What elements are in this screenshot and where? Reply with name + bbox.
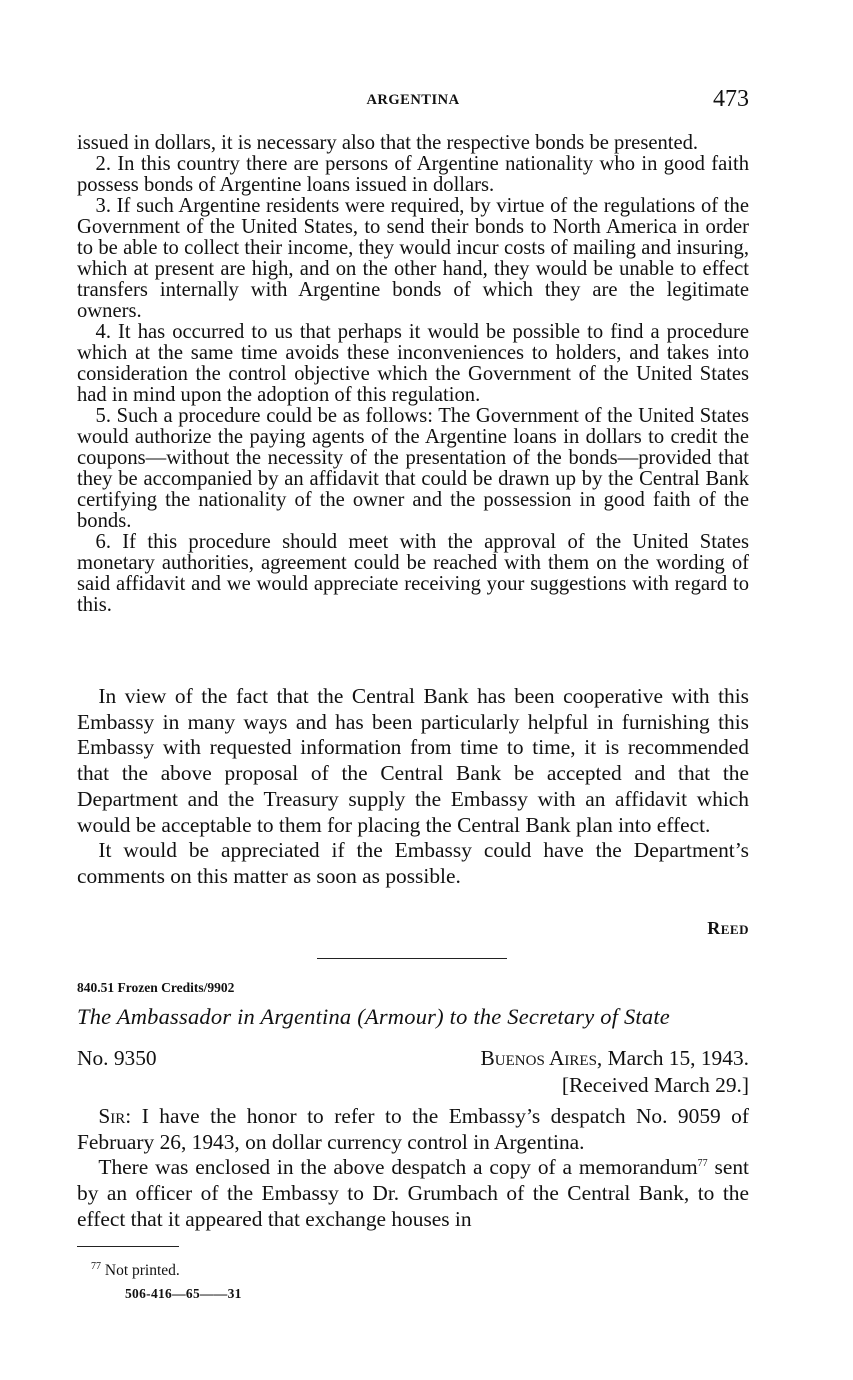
footnote-divider [77, 1246, 179, 1247]
place: Buenos Aires [480, 1046, 597, 1070]
letter-paragraph: There was enclosed in the above despatch a copy of a memorandum$^{77}$ sent by an officer of the Embassy to Dr. Grumbach of the Central Bank, to the effect that it appeared that exchange houses in [77, 1155, 749, 1231]
quote-paragraph: 4. It has occurred to us that perhaps it would be possible to find a procedure which at the same time avoids these inconveniences to holders, and takes into consideration the control objective which the Government of the United States had in mind upon the adoption of this regulation. [77, 321, 749, 406]
quoted-memorandum [77, 133, 749, 616]
despatch-body [77, 684, 749, 890]
footnote-reference: 77 [697, 1158, 708, 1170]
quote-paragraph: 3. If such Argentine residents were required, by virtue of the regulations of the Government of the United States, to send their bonds to North America in order to be able to collect their income, they would incur costs of mailing and insuring, which at present are high, and on the other hand, they would be unable to effect transfers internally with Argentine bonds of which they are the legitimate owners. [77, 195, 749, 322]
letter-body [77, 1104, 749, 1233]
printer-line: 506-416—65——31 [125, 1286, 242, 1301]
quote-paragraph: 5. Such a procedure could be as follows: The Government of the United States would authorize the paying agents of the Argentine loans in dollars to credit the coupons—without the necessity of the presentation of the bonds—provided that they be accompanied by an affidavit that could be drawn up by the Central Bank certifying the nationality of the owner and the possession in good faith of the bonds. [77, 405, 749, 532]
salutation: Sir [98, 1104, 126, 1128]
quote-paragraph: 6. If this procedure should meet with the approval of the United States monetary authorities, agreement could be reached with them on the wording of said affidavit and we would appreciate receiving your suggestions with regard to this. [77, 531, 749, 616]
footnote-number: 77 [91, 1260, 101, 1272]
despatch-number: No. 9350 [77, 1046, 157, 1070]
file-number: 840.51 Frozen Credits/9902 [77, 980, 235, 995]
quote-paragraph: 2. In this country there are persons of Argentine nationality who in good faith possess bonds of Argentine loans issued in dollars. [77, 153, 749, 196]
letter-paragraph: Sir: I have the honor to refer to the Embassy’s despatch No. 9059 of February 26, 1943, on dollar currency control in Argentina. [77, 1104, 749, 1154]
quote-paragraph: issued in dollars, it is necessary also that the respective bonds be presented. [77, 132, 699, 154]
running-header [77, 88, 749, 118]
document-heading: The Ambassador in Argentina (Armour) to the Secretary of State [77, 1004, 670, 1029]
body-paragraph: It would be appreciated if the Embassy could have the Department’s comments on this matter as soon as possible. [77, 838, 749, 888]
section-divider [317, 958, 507, 959]
place-date [481, 1046, 749, 1071]
page-number: 473 [713, 86, 749, 112]
signature: Reed [707, 918, 749, 938]
running-title: ARGENTINA [366, 92, 460, 108]
footnote [91, 1262, 180, 1280]
received-date: [Received March 29.] [561, 1073, 749, 1097]
body-paragraph: In view of the fact that the Central Bank has been cooperative with this Embassy in many ways and has been particularly helpful in furnishing this Embassy with requested information from time to time, it is recommended that the above proposal of the Central Bank be accepted and that the Department and the Treasury supply the Embassy with an affidavit which would be acceptable to them for placing the Central Bank plan into effect. [77, 684, 749, 837]
date: , March 15, 1943. [596, 1046, 749, 1070]
footnote-text: Not printed. [101, 1262, 180, 1279]
